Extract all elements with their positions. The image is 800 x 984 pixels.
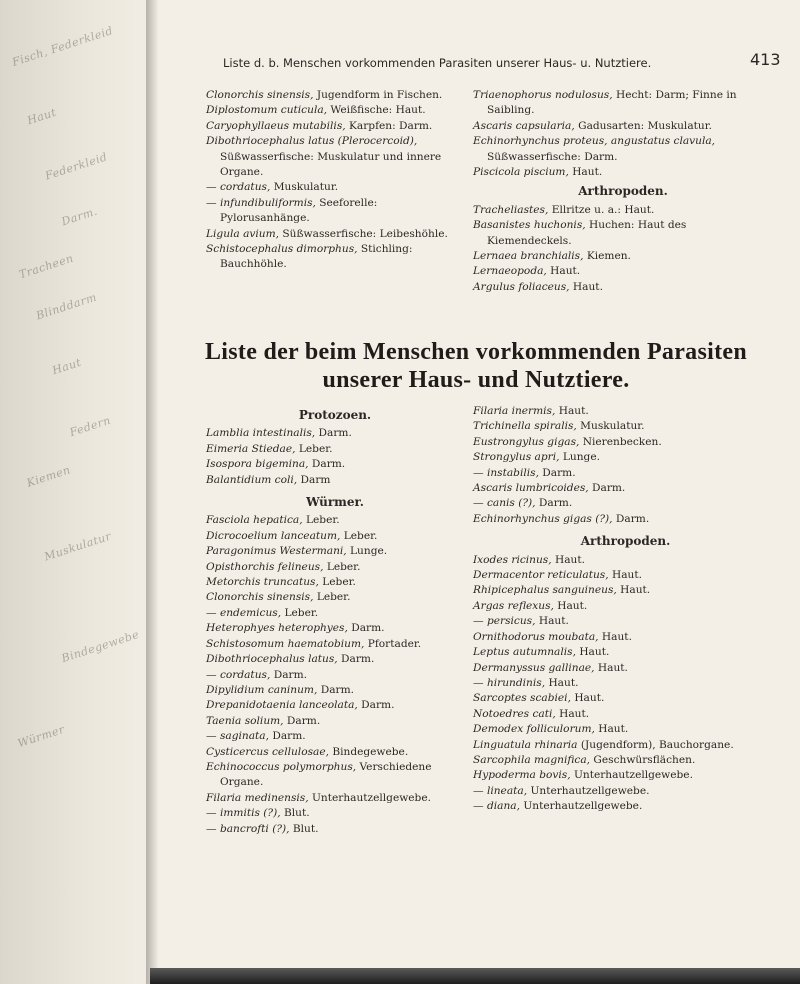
parasite-entry (473, 676, 778, 691)
host-location: Darm. (270, 668, 307, 681)
host-location: Stichling: Bauchhöhle. (220, 243, 413, 271)
main-title-line-2: unserer Haus- und Nutztiere. (322, 367, 630, 393)
parasite-entry (473, 218, 773, 249)
species-name: Echinorhynchus proteus, angustatus clavula, (473, 135, 716, 148)
parasite-entry (206, 729, 464, 744)
ghost-text: Federkleid (43, 150, 110, 183)
bottom-right-column (473, 404, 778, 815)
host-location: Leber. (318, 576, 356, 589)
species-name: — saginata, (206, 730, 269, 743)
species-name: — endemicus, (206, 606, 282, 619)
parasite-entry (473, 280, 773, 295)
host-location: (Jugendform), Bauchorgane. (577, 738, 734, 751)
parasite-entry (206, 442, 464, 457)
host-location: Süßwasserfische: Leibeshöhle. (279, 227, 448, 240)
parasite-entry (206, 745, 464, 760)
parasite-entry (473, 583, 778, 598)
species-name: Trichinella spiralis, (473, 420, 577, 433)
host-location: Leber. (323, 560, 361, 573)
host-location: Darm. (308, 458, 346, 471)
host-location: Darm. (612, 512, 650, 525)
host-location: Darm. (315, 427, 352, 440)
book-gutter-shadow (146, 0, 158, 984)
species-name: Dibothriocephalus latus (Plerocercoid), (206, 135, 418, 148)
species-name: Filaria medinensis, (206, 791, 309, 804)
host-location: Haut. (608, 569, 642, 582)
top-right-column (473, 88, 773, 295)
parasite-entry (206, 227, 464, 242)
species-name: — instabilis, (473, 466, 539, 479)
host-location: Darm. (317, 683, 355, 696)
species-name: — diana, (473, 800, 520, 813)
parasite-entry (473, 419, 778, 434)
species-name: Echinococcus polymorphus, (206, 760, 357, 773)
ghost-text: Blinddarm (34, 290, 99, 323)
species-name: — immitis (?), (206, 807, 281, 820)
species-name: Rhipicephalus sanguineus, (473, 584, 617, 597)
host-location: Haut. (555, 707, 590, 720)
host-location: Darm (297, 473, 331, 486)
parasite-entry (473, 88, 773, 119)
host-location: Haut. (569, 280, 603, 293)
species-name: Triaenophorus nodulosus, (473, 89, 613, 101)
parasite-entry (206, 103, 464, 118)
species-name: Paragonimus Westermani, (206, 545, 347, 558)
host-location: Seeforelle: Pylorusanhänge. (220, 196, 378, 225)
species-name: Sarcophila magnifica, (473, 753, 591, 766)
species-name: Heterophyes heterophyes, (206, 622, 348, 635)
species-name: Filaria inermis, (473, 405, 556, 417)
species-name: Ascaris lumbricoides, (473, 482, 589, 495)
parasite-entry (206, 791, 464, 806)
running-head-title: Liste d. b. Menschen vorkommenden Parasiten unserer Haus- u. Nutztiere. (223, 56, 652, 70)
parasite-entry (473, 661, 778, 676)
heading-wuermer: Würmer. (306, 495, 364, 510)
parasite-entry (206, 196, 464, 227)
species-name: Dibothriocephalus latus, (206, 653, 338, 666)
species-name: Drepanidotaenia lanceolata, (206, 699, 358, 712)
host-location: Darm. (268, 730, 306, 743)
host-location: Bindegewebe. (328, 745, 409, 758)
species-name: Metorchis truncatus, (206, 576, 319, 589)
parasite-entry (473, 753, 778, 768)
parasite-entry (473, 435, 778, 450)
arthropods-list-right (473, 553, 778, 815)
host-location: Haut. (545, 676, 579, 689)
parasite-entry (473, 512, 778, 527)
previous-page-bleed (0, 0, 150, 984)
parasite-entry (473, 264, 773, 279)
page-bottom-edge (150, 968, 800, 984)
parasite-entry (206, 652, 464, 667)
host-location: Huchen: Haut des Kiemendeckels. (487, 219, 687, 247)
host-location: Jugendform in Fischen. (313, 89, 443, 101)
species-name: Caryophyllaeus mutabilis, (206, 119, 346, 132)
species-name: Dermanyssus gallinae, (473, 661, 595, 674)
parasite-entry (206, 806, 464, 821)
host-location: Blut. (280, 807, 310, 820)
ghost-text: Kiemen (25, 463, 73, 490)
species-name: Schistosomum haematobium, (206, 637, 365, 650)
host-location: Weißfische: Haut. (327, 104, 426, 117)
species-name: Strongylus apri, (473, 451, 560, 464)
species-name: Notoedres cati, (473, 707, 556, 720)
host-location: Geschwürsflächen. (590, 753, 696, 766)
parasite-entry (473, 496, 778, 511)
host-location: Hecht: Darm; Finne in Saibling. (487, 89, 737, 117)
parasite-entry (206, 668, 464, 683)
species-name: Piscicola piscium, (473, 166, 569, 179)
host-location: Verschiedene Organe. (220, 760, 432, 789)
species-name: Ascaris capsularia, (473, 119, 575, 132)
species-name: — lineata, (473, 784, 528, 797)
top-right-list-arthropods (473, 203, 773, 295)
parasite-entry (206, 473, 464, 488)
parasite-entry (206, 457, 464, 472)
worms-list-right (473, 404, 778, 527)
protozoa-list (206, 426, 464, 488)
species-name: Dicrocoelium lanceatum, (206, 529, 341, 542)
host-location: Gadusarten: Muskulatur. (574, 119, 712, 132)
book-page (168, 0, 784, 968)
species-name: Lernaea branchialis, (473, 250, 584, 263)
ghost-text: Bindegewebe (59, 627, 141, 666)
host-location: Leber. (302, 514, 340, 527)
host-location: Unterhautzellgewebe. (308, 791, 431, 804)
species-name: Demodex folliculorum, (473, 723, 595, 736)
host-location: Haut. (598, 630, 632, 643)
host-location: Pfortader. (364, 637, 422, 650)
host-location: Muskulatur. (576, 420, 645, 433)
species-name: Clonorchis sinensis, (206, 89, 314, 101)
species-name: Basanistes huchonis, (473, 219, 586, 232)
species-name: — cordatus, (206, 668, 271, 681)
ghost-text: Fisch, Federkleid (10, 24, 115, 69)
ghost-text: Darm. (59, 204, 100, 229)
parasite-entry (206, 119, 464, 134)
species-name: Lernaeopoda, (473, 265, 547, 278)
species-name: — hirundinis, (473, 676, 546, 689)
host-location: Darm. (337, 653, 375, 666)
parasite-entry (473, 722, 778, 737)
parasite-entry (206, 529, 464, 544)
parasite-entry (206, 714, 464, 729)
parasite-entry (473, 165, 773, 180)
parasite-entry (206, 88, 464, 103)
host-location: Unterhautzellgewebe. (519, 800, 643, 813)
main-title-line-1: Liste der beim Menschen vorkommenden Parasiten (205, 339, 747, 365)
species-name: Hypoderma bovis, (473, 769, 571, 782)
host-location: Darm. (588, 482, 626, 495)
host-location: Haut. (568, 166, 603, 179)
parasite-entry (473, 404, 778, 419)
parasite-entry (206, 683, 464, 698)
host-location: Unterhautzellgewebe. (527, 784, 650, 797)
species-name: Dipylidium caninum, (206, 683, 318, 696)
parasite-entry (206, 134, 464, 180)
species-name: Eustrongylus gigas, (473, 435, 580, 448)
host-location: Darm. (538, 466, 576, 479)
species-name: Lamblia intestinalis, (206, 427, 316, 440)
species-name: Isospora bigemina, (206, 458, 309, 471)
parasite-entry (473, 645, 778, 660)
host-location: Nierenbecken. (579, 435, 662, 448)
parasite-entry (473, 466, 778, 481)
parasite-entry (473, 630, 778, 645)
parasite-entry (206, 822, 464, 837)
species-name: Tracheliastes, (473, 203, 549, 216)
parasite-entry (206, 621, 464, 636)
parasite-entry (206, 180, 464, 195)
host-location: Lunge. (559, 451, 600, 464)
parasite-entry (473, 738, 778, 753)
host-location: Muskulatur. (270, 181, 339, 194)
parasite-entry (473, 799, 778, 814)
parasite-entry (473, 481, 778, 496)
ghost-text: Haut (50, 355, 83, 378)
parasite-entry (206, 698, 464, 713)
parasite-entry (473, 249, 773, 264)
species-name: Leptus autumnalis, (473, 646, 576, 659)
ghost-text: Tracheen (17, 251, 76, 282)
host-location: Karpfen: Darm. (345, 119, 433, 132)
parasite-entry (206, 760, 464, 791)
host-location: Süßwasserfische: Muskulatur und innere Organe. (220, 150, 442, 179)
host-location: Darm. (347, 622, 385, 635)
host-location: Lunge. (346, 545, 388, 558)
parasite-entry (473, 568, 778, 583)
species-name: — canis (?), (473, 497, 536, 510)
host-location: Darm. (535, 497, 573, 510)
bottom-left-column (206, 404, 464, 837)
parasite-entry (206, 426, 464, 441)
species-name: Fasciola hepatica, (206, 514, 303, 527)
page-number: 413 (750, 50, 781, 69)
host-location: Haut. (546, 265, 581, 278)
host-location: Haut. (616, 584, 651, 597)
parasite-entry (206, 242, 464, 273)
host-location: Darm. (283, 714, 321, 727)
species-name: Sarcoptes scabiei, (473, 692, 571, 705)
parasite-entry (473, 768, 778, 783)
host-location: Haut. (553, 599, 588, 612)
species-name: Schistocephalus dimorphus, (206, 243, 358, 256)
parasite-entry (206, 544, 464, 559)
parasite-entry (206, 575, 464, 590)
species-name: Clonorchis sinensis, (206, 591, 314, 604)
parasite-entry (473, 553, 778, 568)
species-name: Ixodes ricinus, (473, 553, 552, 566)
parasite-entry (473, 119, 773, 134)
parasite-entry (473, 134, 773, 165)
host-location: Blut. (289, 822, 319, 835)
host-location: Kiemen. (583, 250, 631, 263)
main-title (168, 338, 784, 394)
top-left-column (206, 88, 464, 273)
heading-protozoen: Protozoen. (298, 408, 372, 422)
species-name: Linguatula rhinaria (473, 738, 578, 751)
species-name: — infundibuliformis, (206, 196, 316, 209)
ghost-text: Haut (25, 105, 58, 128)
parasite-entry (473, 614, 778, 629)
host-location: Haut. (535, 615, 569, 628)
species-name: — persicus, (473, 615, 536, 628)
host-location: Ellritze u. a.: Haut. (548, 203, 655, 216)
host-location: Haut. (570, 692, 605, 705)
parasite-entry (206, 590, 464, 605)
species-name: Argulus foliaceus, (473, 280, 570, 293)
host-location: Haut. (551, 553, 585, 566)
parasite-entry (473, 203, 773, 218)
parasite-entry (473, 450, 778, 465)
host-location: Leber. (313, 591, 351, 604)
parasite-entry (473, 599, 778, 614)
host-location: Leber. (340, 529, 378, 542)
host-location: Süßwasserfische: Darm. (487, 150, 618, 163)
host-location: Leber. (295, 442, 333, 455)
ghost-text: Würmer (16, 722, 67, 751)
species-name: — bancrofti (?), (206, 822, 290, 835)
parasite-entry (206, 637, 464, 652)
species-name: — cordatus, (206, 181, 271, 194)
host-location: Haut. (594, 661, 628, 674)
species-name: Dermacentor reticulatus, (473, 569, 609, 582)
species-name: Eimeria Stiedae, (206, 442, 296, 455)
species-name: Ornithodorus moubata, (473, 630, 599, 643)
species-name: Balantidium coli, (206, 473, 298, 486)
worms-list-left (206, 513, 464, 837)
heading-arthropoden-top: Arthropoden. (578, 184, 668, 199)
parasite-entry (473, 784, 778, 799)
species-name: Taenia solium, (206, 714, 284, 727)
parasite-entry (206, 606, 464, 621)
parasite-entry (206, 560, 464, 575)
top-right-list-fish-worms (473, 88, 773, 180)
host-location: Haut. (575, 646, 610, 659)
host-location: Leber. (281, 606, 319, 619)
host-location: Haut. (555, 405, 589, 417)
species-name: Opisthorchis felineus, (206, 560, 324, 573)
host-location: Darm. (357, 699, 395, 712)
ghost-text: Muskulatur (42, 529, 113, 564)
species-name: Argas reflexus, (473, 599, 554, 612)
species-name: Echinorhynchus gigas (?), (473, 512, 613, 525)
host-location: Unterhautzellgewebe. (570, 769, 693, 782)
species-name: Ligula avium, (206, 227, 280, 240)
parasite-entry (473, 691, 778, 706)
host-location: Haut. (594, 723, 629, 736)
ghost-text: Federn (68, 413, 113, 440)
parasite-entry (206, 513, 464, 528)
heading-arthropoden-bottom: Arthropoden. (580, 534, 671, 549)
species-name: Diplostomum cuticula, (206, 104, 328, 117)
species-name: Cysticercus cellulosae, (206, 745, 329, 758)
parasite-entry (473, 707, 778, 722)
